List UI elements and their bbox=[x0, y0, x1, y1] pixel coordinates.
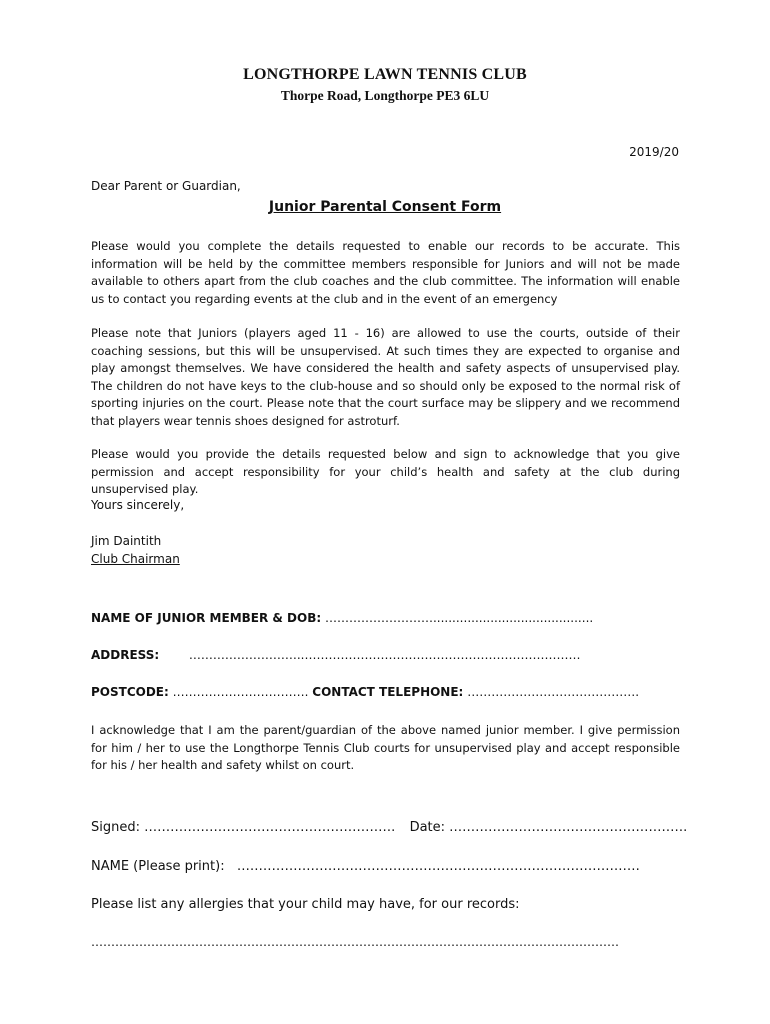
signed-label: Signed: bbox=[91, 820, 140, 835]
date-line[interactable]: ………………………………………………. bbox=[449, 820, 688, 835]
print-name-field[interactable] bbox=[91, 859, 640, 874]
address-label: ADDRESS: bbox=[91, 648, 160, 662]
telephone-line[interactable]: ……………………………………. bbox=[467, 685, 640, 699]
address-line[interactable]: ………………………..…………………………………………………………… bbox=[188, 648, 581, 662]
paragraph-unsupervised-play: Please note that Juniors (players aged 11 - 16) are allowed to use the courts, outside of their coaching sessions, but this will be unsupervised. At such times they are expected to organise and play amongst themselves. We have considered the health and safety aspects of unsupervised play. The children do not have keys to the club-house and so should only be exposed to the normal risk of sporting injuries on the court. Please note that the court surface may be slippery and we recommend that players wear tennis shoes designed for astroturf. bbox=[91, 326, 680, 428]
name-dob-line[interactable]: ……………………….......................................... bbox=[324, 611, 594, 625]
postcode-telephone-field[interactable] bbox=[91, 685, 639, 699]
signatory-role: Club Chairman bbox=[91, 552, 180, 566]
telephone-label: CONTACT TELEPHONE: bbox=[312, 685, 464, 699]
name-dob-label: NAME OF JUNIOR MEMBER & DOB: bbox=[91, 611, 322, 625]
paragraph-records: Please would you complete the details requested to enable our records to be accurate. This information will be held by the committee members responsible for Juniors and will not be made available to others apart from the club coaches and the club committee. The information will enable us to contact you regarding events at the club and in the event of an emergency bbox=[91, 239, 680, 306]
club-address: Thorpe Road, Longthorpe PE3 6LU bbox=[280, 88, 490, 103]
paragraph-permission: Please would you provide the details requested below and sign to acknowledge that you give permission and accept responsibility for your child’s health and safety at the club during unsupervised play. bbox=[91, 447, 680, 496]
closing: Yours sincerely, bbox=[91, 498, 185, 512]
print-name-line[interactable]: ………………………………………………………………………………… bbox=[236, 859, 640, 874]
address-field[interactable] bbox=[91, 648, 581, 662]
print-name-label: NAME (Please print): bbox=[91, 859, 225, 874]
signed-line[interactable]: …………………………………………………. bbox=[144, 820, 396, 835]
postcode-label: POSTCODE: bbox=[91, 685, 169, 699]
postcode-line[interactable]: ……………………………. bbox=[172, 685, 309, 699]
signature-date-field[interactable] bbox=[91, 820, 687, 835]
date-label: Date: bbox=[409, 820, 446, 835]
allergies-line[interactable]: …………………………………………………………………………………………………………………… bbox=[91, 935, 619, 949]
name-dob-field[interactable] bbox=[91, 611, 593, 625]
acknowledgement-text: I acknowledge that I am the parent/guardian of the above named junior member. I give permission for him / her to use the Longthorpe Tennis Club courts for unsupervised play and accept responsible for his / her health and safety whilst on court. bbox=[91, 723, 680, 772]
allergies-label: Please list any allergies that your child may have, for our records: bbox=[91, 897, 520, 912]
salutation: Dear Parent or Guardian, bbox=[91, 179, 241, 193]
season-year: 2019/20 bbox=[629, 145, 679, 159]
form-title: Junior Parental Consent Form bbox=[268, 199, 502, 215]
club-name: LONGTHORPE LAWN TENNIS CLUB bbox=[243, 66, 527, 83]
signatory-name: Jim Daintith bbox=[91, 534, 162, 548]
